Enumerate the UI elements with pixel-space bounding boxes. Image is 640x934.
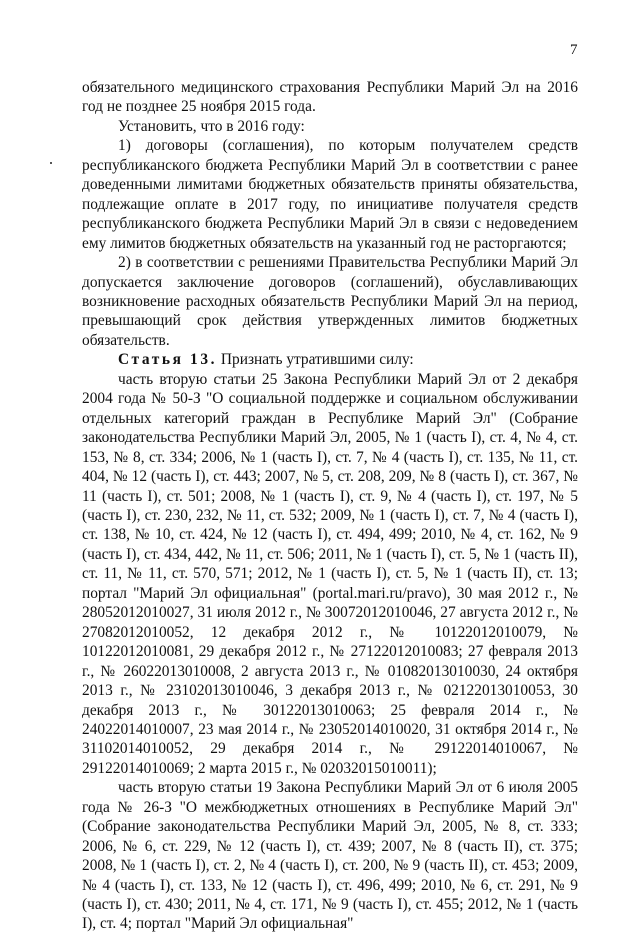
paragraph-item-2: 2) в соответствии с решениями Правительства Республики Марий Эл допускается заключение договоров (соглашений), обуславливающих возникновение расходных обязательств Республики Марий Эл на период, превышающий срок действия утвержденных лимитов бюджетных обязательств. xyxy=(82,254,578,349)
paragraph-continuation: обязательного медицинского страхования Республики Марий Эл на 2016 год не позднее 25 ноября 2015 года. xyxy=(82,79,578,116)
paragraph-establish: Установить, что в 2016 году: xyxy=(118,117,305,135)
scan-mark xyxy=(50,162,52,164)
article-13-heading xyxy=(82,350,578,369)
article-13-label: Статья 13. xyxy=(118,351,218,369)
paragraph-law-26z: часть вторую статьи 19 Закона Республики Марий Эл от 6 июля 2005 года № 26-З "О межбюджетных отношениях в Республике Марий Эл" (Собрание законодательства Республики Марий Эл, 2005, № 8, ст. 333; 2006, № 6, ст. 229, № 12 (часть I), ст. 439; 2007, № 8 (часть II), ст. 375; 2008, № 1 (часть I), ст. 2, № 4 (часть I), ст. 200, № 9 (часть II), ст. 453; 2009, № 4 (часть I), ст. 133, № 12 (часть I), ст. 496, 499; 2010, № 6, ст. 291, № 9 (часть I), ст. 430; 2011, № 4, ст. 171, № 9 (часть I), ст. 455; 2012, № 1 (часть I), ст. 4; портал "Марий Эл официальная" xyxy=(82,779,578,933)
article-13-text: Признать утратившими силу: xyxy=(217,351,414,369)
page-number: 7 xyxy=(570,42,578,58)
paragraph-law-50z: часть вторую статьи 25 Закона Республики Марий Эл от 2 декабря 2004 года № 50-З "О социальной поддержке и социальном обслуживании отдельных категорий граждан в Республике Марий Эл" (Собрание законодательства Республики Марий Эл, 2005, № 1 (часть I), ст. 4, № 4, ст. 153, № 8, ст. 334; 2006, № 1 (часть I), ст. 7, № 4 (часть I), ст. 135, № 11, ст. 404, № 12 (часть I), ст. 443; 2007, № 5, ст. 208, 209, № 8 (часть I), ст. 367, № 11 (часть I), ст. 501; 2008, № 1 (часть I), ст. 9, № 4 (часть I), ст. 197, № 5 (часть I), ст. 230, 232, № 11, ст. 532; 2009, № 1 (часть I), ст. 7, № 4 (часть I), ст. 138, № 10, ст. 424, № 12 (часть I), ст. 494, 499; 2010, № 4, ст. 162, № 9 (часть I), ст. 434, 442, № 11, ст. 506; 2011, № 1 (часть I), ст. 5, № 1 (часть II), ст. 11, № 11, ст. 570, 571; 2012, № 1 (часть I), ст. 5, № 1 (часть II), ст. 13; портал "Марий Эл официальная" (portal.mari.ru/pravo), 30 мая 2012 г., № 28052012010027, 31 июля 2012 г., № 30072012010046, 27 августа 2012 г., № 27082012010052, 12 декабря 2012 г., № 10122012010079, № 10122012010081, 29 декабря 2012 г., № 27122012010083; 27 февраля 2013 г., № 26022013010008, 2 августа 2013 г., № 01082013010030, 24 октября 2013 г., № 23102013010046, 3 декабря 2013 г., № 02122013010053, 30 декабря 2013 г., № 30122013010063; 25 февраля 2014 г., № 24022014010007, 23 мая 2014 г., № 23052014010020, 31 октября 2014 г., № 31102014010052, 29 декабря 2014 г., № 29122014010067, № 29122014010069; 2 марта 2015 г., № 02032015010011); xyxy=(82,370,578,777)
document-body xyxy=(82,78,578,934)
paragraph-item-1: 1) договоры (соглашения), по которым получателем средств республиканского бюджета Республики Марий Эл в соответствии с ранее доведенными лимитами бюджетных обязательств приняты обязательства, подлежащие оплате в 2017 году, по инициативе получателя средств республиканского бюджета Республики Марий Эл в связи с недоведением ему лимитов бюджетных обязательств на указанный год не расторгаются; xyxy=(82,137,578,252)
